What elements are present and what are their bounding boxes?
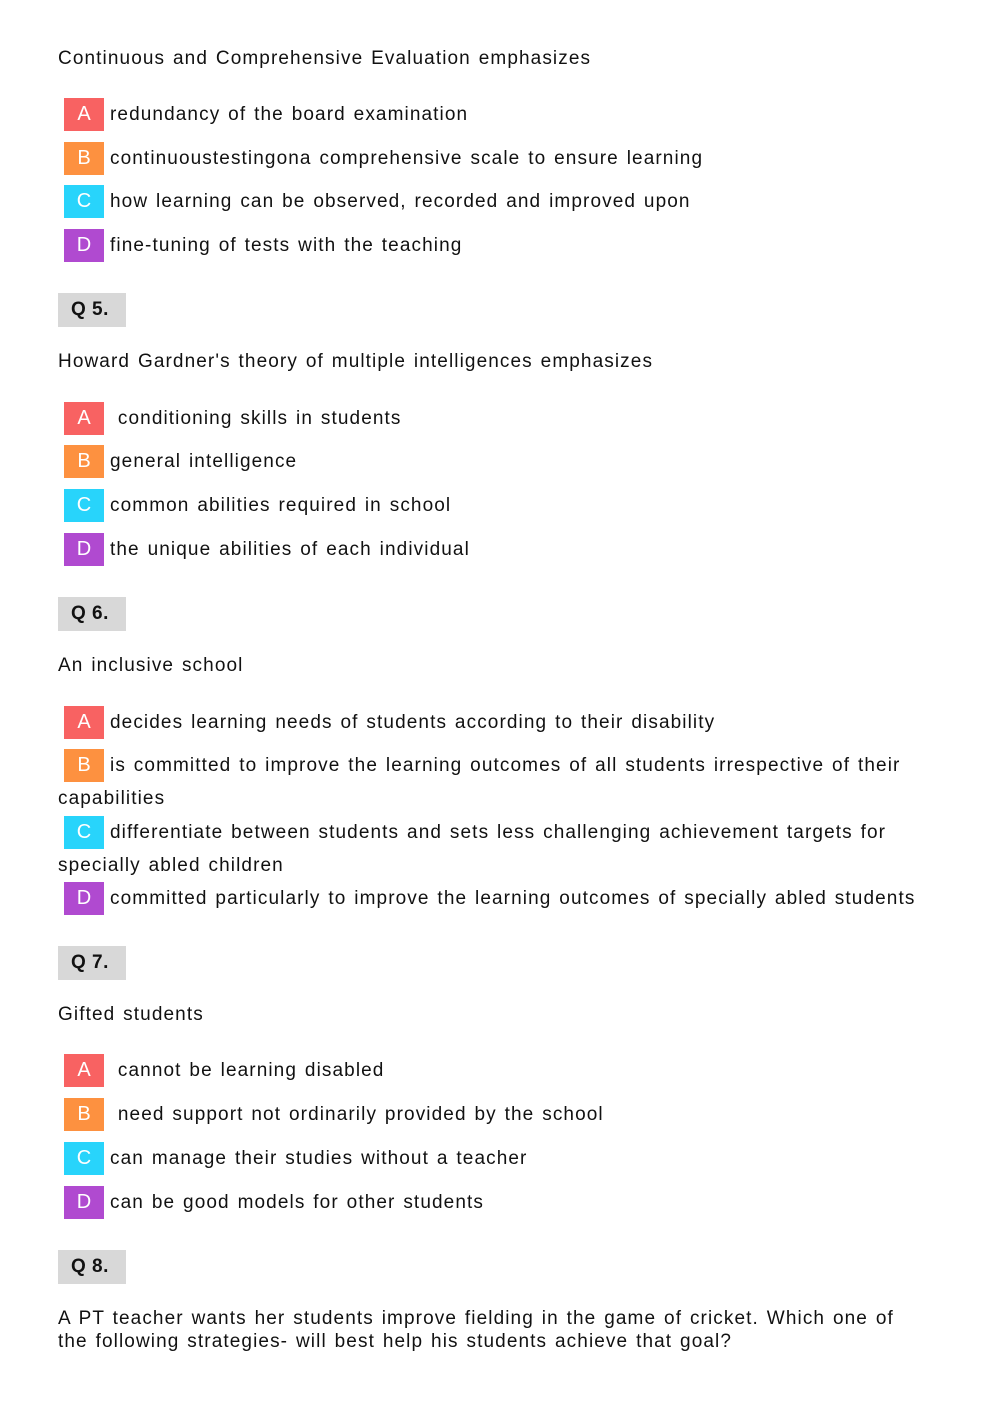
option-letter-badge: C <box>64 185 104 218</box>
option-text: common abilities required in school <box>110 495 452 516</box>
option-letter-badge: D <box>64 882 104 915</box>
question-number: Q 6. <box>58 597 126 631</box>
option-letter-badge: A <box>64 402 104 435</box>
option-text: can manage their studies without a teacher <box>110 1148 528 1169</box>
option-text: need support not ordinarily provided by the school <box>110 1104 604 1125</box>
option-b[interactable] <box>58 445 928 478</box>
question-number: Q 5. <box>58 293 126 327</box>
option-a[interactable] <box>58 1054 928 1087</box>
option-text: fine-tuning of tests with the teaching <box>110 235 463 256</box>
option-text: how learning can be observed, recorded and improved upon <box>110 191 691 212</box>
option-c[interactable] <box>58 489 928 522</box>
question-text: Howard Gardner's theory of multiple intelligences emphasizes <box>58 351 654 372</box>
option-letter-badge: B <box>64 142 104 175</box>
option-letter-badge: C <box>64 816 104 849</box>
option-letter-badge: D <box>64 1186 104 1219</box>
question-text: Continuous and Comprehensive Evaluation emphasizes <box>58 48 592 69</box>
option-a[interactable] <box>58 706 928 739</box>
option-letter-badge: D <box>64 229 104 262</box>
option-text: differentiate between students and sets less challenging achievement targets for specially abled children <box>58 822 894 876</box>
option-d[interactable] <box>58 533 928 566</box>
option-letter-badge: C <box>64 489 104 522</box>
option-d[interactable] <box>58 229 928 262</box>
question-text: Gifted students <box>58 1004 204 1025</box>
option-text: decides learning needs of students according to their disability <box>110 712 716 733</box>
option-a[interactable] <box>58 402 928 435</box>
option-letter-badge: B <box>64 1098 104 1131</box>
question-text: A PT teacher wants her students improve fielding in the game of cricket. Which one of the following strategies- will best help his students achieve that goal? <box>58 1308 894 1352</box>
option-letter-badge: A <box>64 706 104 739</box>
option-text: cannot be learning disabled <box>110 1060 385 1081</box>
option-text: committed particularly to improve the learning outcomes of specially abled students <box>110 888 916 909</box>
option-a[interactable] <box>58 98 928 131</box>
option-text: can be good models for other students <box>110 1192 484 1213</box>
option-d[interactable] <box>58 882 928 915</box>
option-c[interactable] <box>58 185 928 218</box>
option-letter-badge: C <box>64 1142 104 1175</box>
option-b[interactable] <box>58 1098 928 1131</box>
option-text: general intelligence <box>110 451 298 472</box>
option-text: redundancy of the board examination <box>110 104 469 125</box>
option-letter-badge: A <box>64 1054 104 1087</box>
option-b[interactable] <box>58 749 928 815</box>
option-text: is committed to improve the learning outcomes of all students irrespective of their capabilities <box>58 755 909 809</box>
option-text: the unique abilities of each individual <box>110 539 470 560</box>
option-letter-badge: B <box>64 445 104 478</box>
question-number: Q 8. <box>58 1250 126 1284</box>
option-c[interactable] <box>58 816 928 882</box>
option-b[interactable] <box>58 142 928 175</box>
option-text: continuoustestingona comprehensive scale to ensure learning <box>110 148 704 169</box>
option-text: conditioning skills in students <box>110 408 402 429</box>
option-letter-badge: D <box>64 533 104 566</box>
question-number: Q 7. <box>58 946 126 980</box>
option-d[interactable] <box>58 1186 928 1219</box>
option-letter-badge: B <box>64 749 104 782</box>
option-c[interactable] <box>58 1142 928 1175</box>
question-text: An inclusive school <box>58 655 244 676</box>
option-letter-badge: A <box>64 98 104 131</box>
